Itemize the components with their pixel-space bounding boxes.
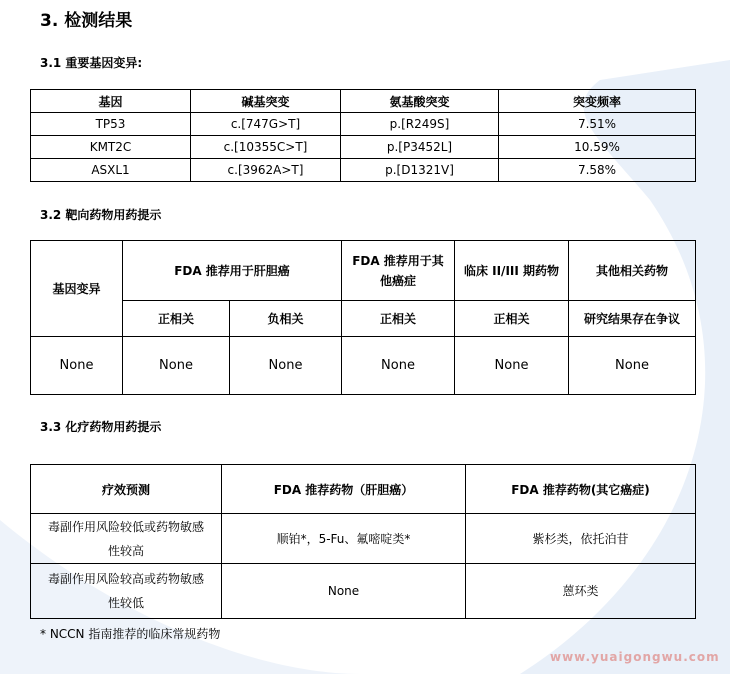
cell-gene-variant: None (31, 337, 123, 395)
cell-base-mutation: c.[3962A>T] (191, 159, 341, 182)
header-clinical: 临床 II/III 期药物 (455, 241, 569, 301)
chemo-drug-table (30, 464, 696, 619)
header-efficacy: 疗效预测 (31, 465, 222, 514)
cell-liver-drugs: None (222, 564, 466, 619)
cell-amino-mutation: p.[D1321V] (341, 159, 499, 182)
chemo-drug-heading: 3.3 化疗药物用药提示 (40, 420, 162, 434)
cell-efficacy: 毒副作用风险较高或药物敏感性较低 (31, 564, 222, 619)
cell-fda-other: None (342, 337, 455, 395)
cell-base-mutation: c.[747G>T] (191, 113, 341, 136)
cell-other-drugs: None (569, 337, 696, 395)
table-row (31, 159, 696, 182)
header-fda-liver: FDA 推荐用于肝胆癌 (123, 241, 342, 301)
cell-gene: KMT2C (31, 136, 191, 159)
header-fda-other-drugs: FDA 推荐药物(其它癌症) (466, 465, 696, 514)
cell-frequency: 10.59% (499, 136, 696, 159)
cell-gene: TP53 (31, 113, 191, 136)
cell-other-drugs: 蒽环类 (466, 564, 696, 619)
cell-frequency: 7.51% (499, 113, 696, 136)
cell-frequency: 7.58% (499, 159, 696, 182)
header-gene: 基因 (31, 90, 191, 113)
cell-fda-liver-positive: None (123, 337, 230, 395)
table-row (31, 113, 696, 136)
header-gene-variant: 基因变异 (31, 241, 123, 337)
targeted-drug-heading: 3.2 靶向药物用药提示 (40, 208, 162, 222)
subheader-positive: 正相关 (123, 301, 230, 337)
cell-amino-mutation: p.[P3452L] (341, 136, 499, 159)
cell-base-mutation: c.[10355C>T] (191, 136, 341, 159)
footnote: * NCCN 指南推荐的临床常规药物 (40, 627, 221, 641)
gene-variant-table (30, 89, 696, 182)
table-row (31, 136, 696, 159)
header-fda-other: FDA 推荐用于其他癌症 (342, 241, 455, 301)
subheader-positive: 正相关 (455, 301, 569, 337)
cell-clinical: None (455, 337, 569, 395)
header-amino-mutation: 氨基酸突变 (341, 90, 499, 113)
gene-variant-heading: 3.1 重要基因变异: (40, 56, 143, 70)
targeted-drug-table (30, 240, 696, 395)
subheader-positive: 正相关 (342, 301, 455, 337)
cell-efficacy: 毒副作用风险较低或药物敏感性较高 (31, 514, 222, 564)
cell-liver-drugs: 顺铂*，5-Fu、氟嘧啶类* (222, 514, 466, 564)
subheader-controversial: 研究结果存在争议 (569, 301, 696, 337)
watermark: www.yuaigongwu.com (550, 650, 720, 664)
cell-other-drugs: 紫杉类，依托泊苷 (466, 514, 696, 564)
header-other-drugs: 其他相关药物 (569, 241, 696, 301)
header-fda-liver-drugs: FDA 推荐药物（肝胆癌） (222, 465, 466, 514)
cell-amino-mutation: p.[R249S] (341, 113, 499, 136)
header-base-mutation: 碱基突变 (191, 90, 341, 113)
cell-fda-liver-negative: None (230, 337, 342, 395)
header-frequency: 突变频率 (499, 90, 696, 113)
table-row (31, 337, 696, 395)
subheader-negative: 负相关 (230, 301, 342, 337)
table-row (31, 514, 696, 564)
section-title: 3. 检测结果 (40, 11, 133, 31)
table-row (31, 564, 696, 619)
cell-gene: ASXL1 (31, 159, 191, 182)
